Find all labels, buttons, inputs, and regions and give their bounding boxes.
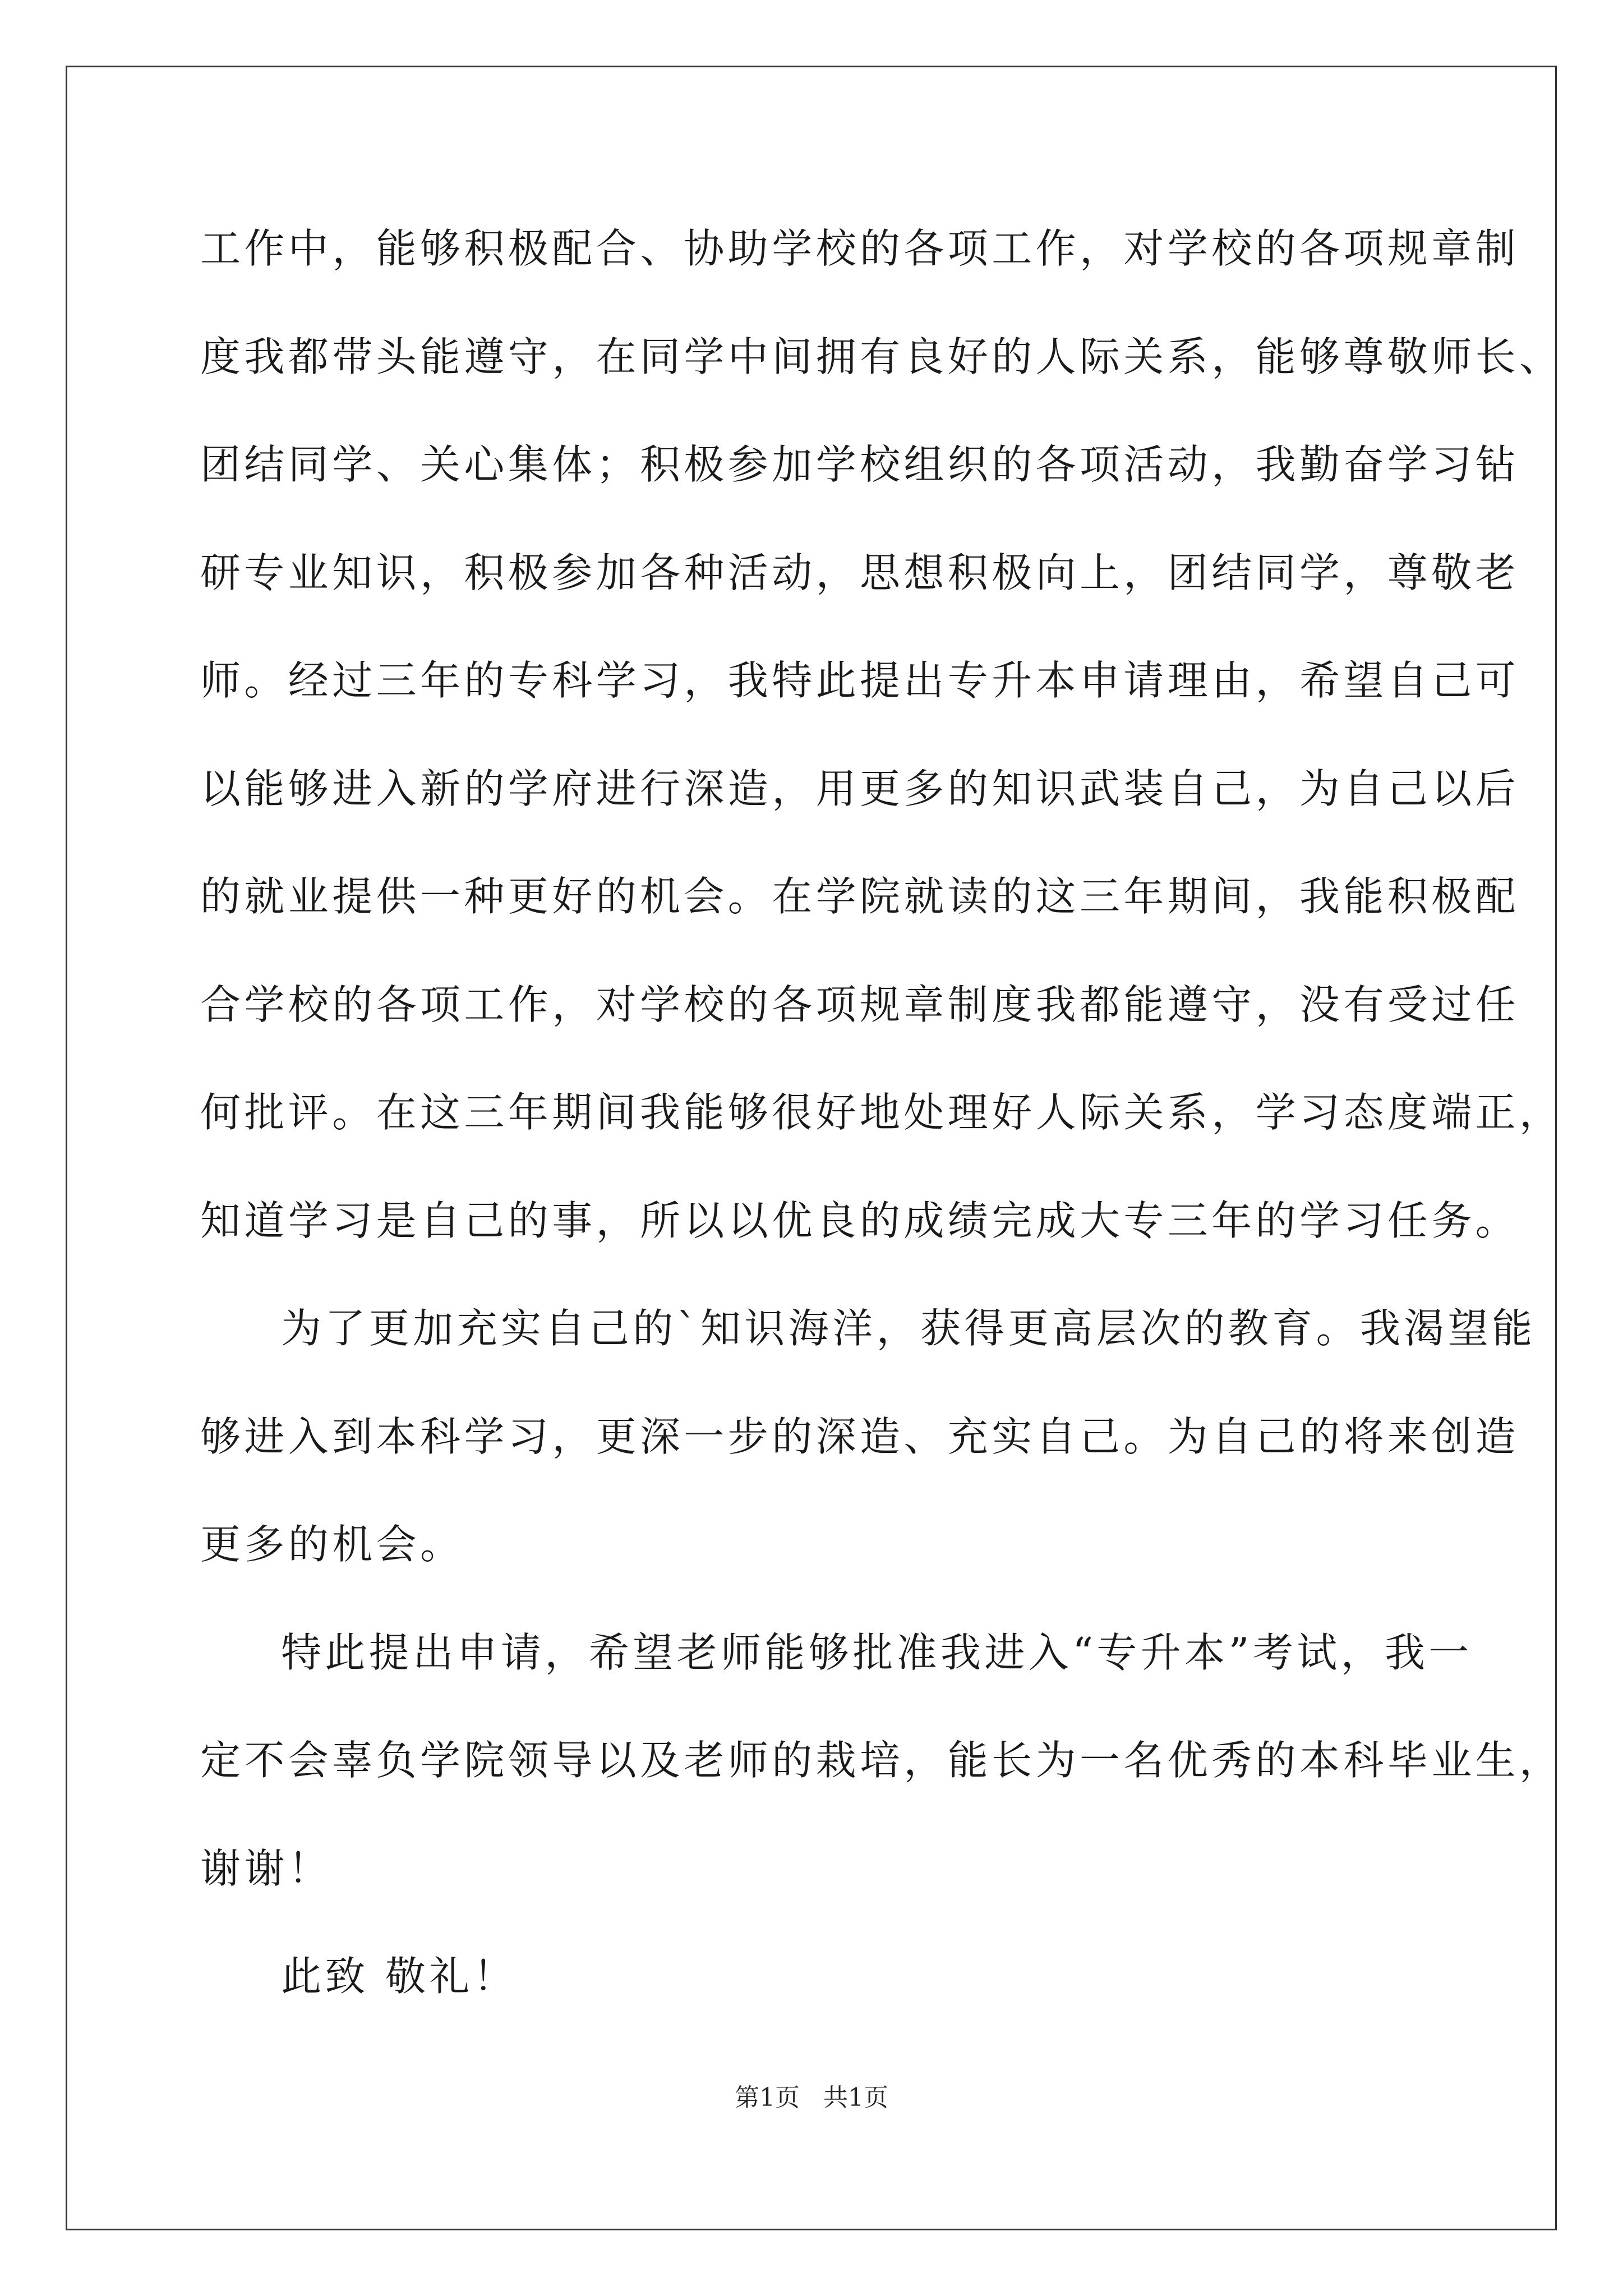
body-line: 以能够进入新的学府进行深造，用更多的知识武装自己，为自己以后 [200,765,1520,812]
page-border [66,66,1557,2230]
body-line: 谢谢！ [200,1845,333,1892]
body-line: 特此提出申请，希望老师能够批准我进入“专升本”考试，我一 [281,1629,1473,1676]
page-number-footer: 第1页 共1页 [735,2083,888,2112]
body-line: 够进入到本科学习，更深一步的深造、充实自己。为自己的将来创造 [200,1413,1520,1460]
body-line: 工作中，能够积极配合、协助学校的各项工作，对学校的各项规章制 [200,225,1520,272]
body-line: 团结同学、关心集体；积极参加学校组织的各项活动，我勤奋学习钻 [200,441,1520,488]
body-line: 合学校的各项工作，对学校的各项规章制度我都能遵守，没有受过任 [200,981,1520,1028]
body-line: 定不会辜负学院领导以及老师的栽培，能长为一名优秀的本科毕业生， [200,1737,1564,1784]
body-line: 何批评。在这三年期间我能够很好地处理好人际关系，学习态度端正， [200,1089,1564,1136]
body-line: 更多的机会。 [200,1521,464,1568]
body-line: 知道学习是自己的事，所以以优良的成绩完成大专三年的学习任务。 [200,1197,1520,1244]
body-line: 研专业知识，积极参加各种活动，思想积极向上，团结同学，尊敬老 [200,549,1520,596]
body-line: 度我都带头能遵守，在同学中间拥有良好的人际关系，能够尊敬师长、 [200,333,1564,380]
body-line: 师。经过三年的专科学习，我特此提出专升本申请理由，希望自己可 [200,657,1520,704]
body-line: 的就业提供一种更好的机会。在学院就读的这三年期间，我能积极配 [200,873,1520,920]
body-line: 为了更加充实自己的`知识海洋，获得更高层次的教育。我渴望能 [281,1305,1536,1352]
closing-line: 此致 敬礼！ [281,1953,518,2000]
